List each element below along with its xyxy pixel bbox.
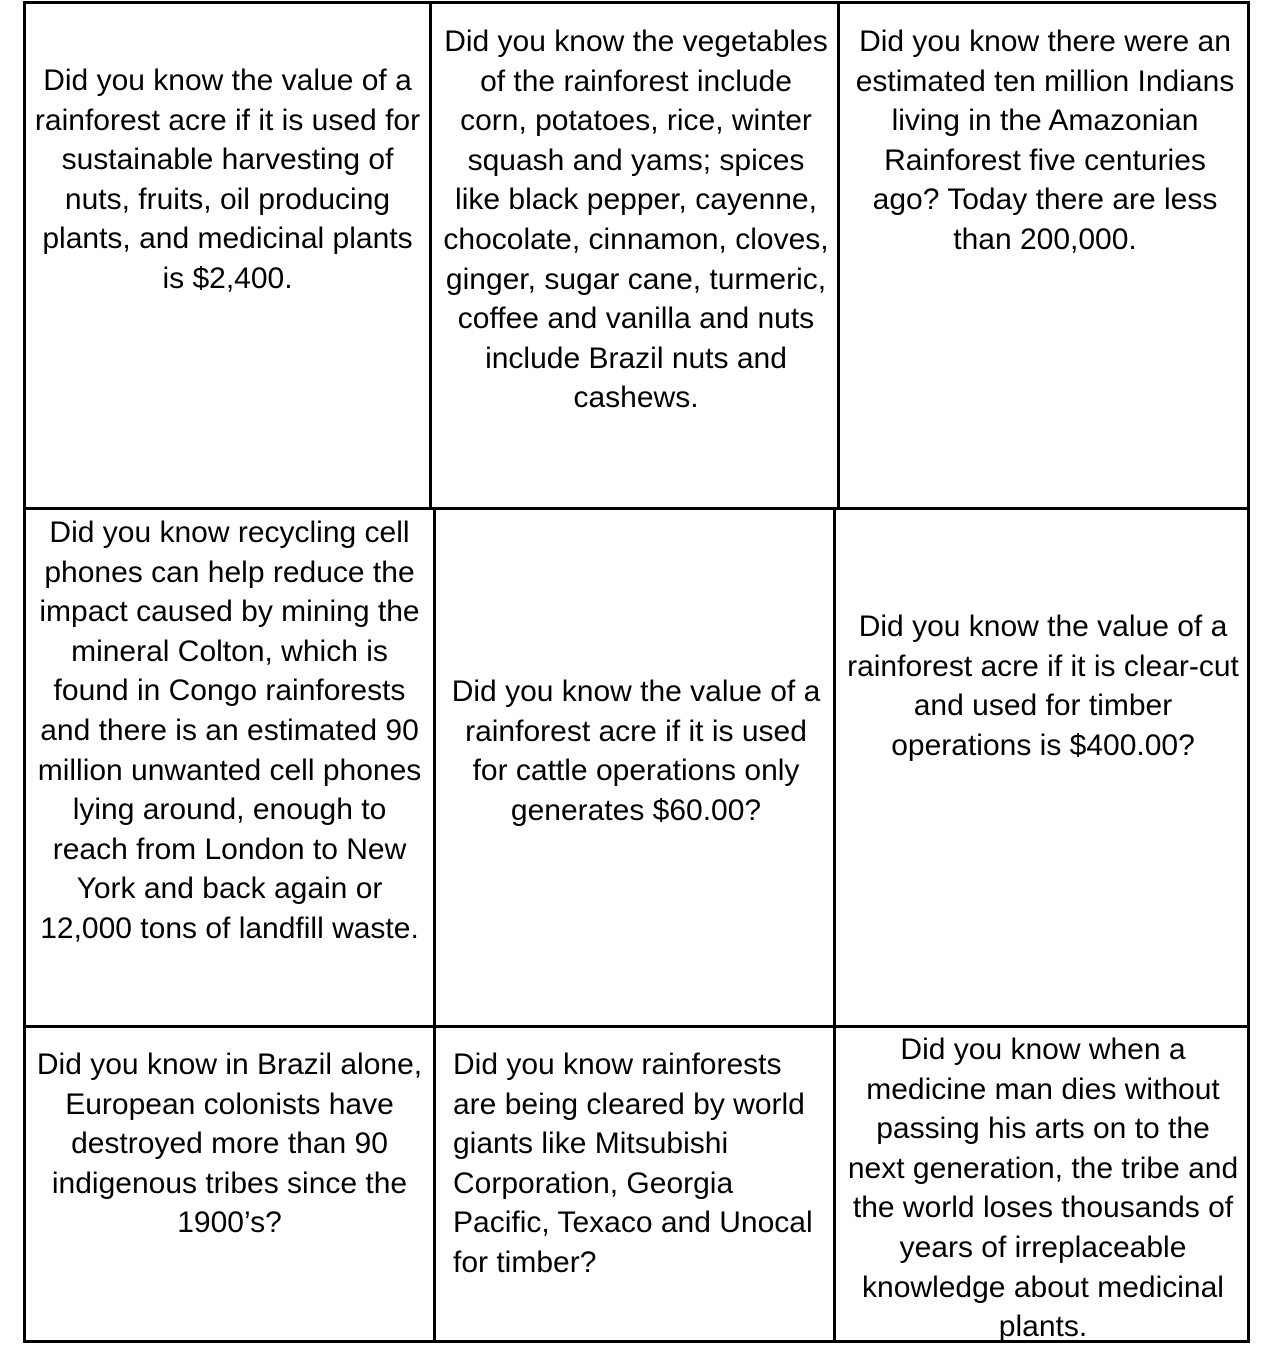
grid-row-3: [26, 1028, 1247, 1343]
fact-text: Did you know there were an estimated ten million Indians living in the Amazonian Rainforest five centuries ago? Today there are less than 200,000.: [855, 25, 1235, 256]
fact-card-rainforest-foods: [435, 4, 840, 507]
fact-card-corporate-clearing: [439, 1028, 836, 1343]
fact-card-timber-value: [839, 510, 1247, 1025]
grid-row-2: [26, 510, 1247, 1028]
fact-text: Did you know the value of a rainforest acre if it is used for sustainable harvesting of nuts, fruits, oil producing plants, and medicinal plants is $2,400.: [34, 64, 421, 295]
fact-card-sustainable-harvest-value: [26, 4, 432, 507]
fact-card-medicine-man: [839, 1028, 1247, 1343]
fact-card-grid: [23, 1, 1250, 1343]
fact-card-cell-phone-recycling: [26, 510, 436, 1025]
fact-card-destroyed-tribes: [26, 1028, 436, 1343]
fact-card-cattle-value: [439, 510, 836, 1025]
fact-text: Did you know recycling cell phones can help reduce the impact caused by mining the mineral Colton, which is found in Congo rainforests and there is an estimated 90 million unwanted cell phones lying around, enough to reach from London to New York and back again or 12,000 tons of landfill waste.: [37, 516, 422, 945]
fact-text: Did you know the value of a rainforest acre if it is clear-cut and used for timber operations is $400.00?: [847, 610, 1239, 762]
fact-text: Did you know in Brazil alone, European colonists have destroyed more than 90 indigenous tribes since the 1900’s?: [36, 1048, 423, 1240]
fact-text: Did you know the value of a rainforest acre if it is used for cattle operations only generates $60.00?: [451, 675, 821, 827]
fact-card-amazon-population: [843, 4, 1247, 507]
fact-text: Did you know rainforests are being cleared by world giants like Mitsubishi Corporation, Georgia Pacific, Texaco and Unocal for timber?: [453, 1048, 813, 1279]
fact-text: Did you know the vegetables of the rainforest include corn, potatoes, rice, winter squash and yams; spices like black pepper, cayenne, chocolate, cinnamon, cloves, ginger, sugar cane, turmeric, coffee and vanilla and nuts include Brazil nuts and cashews.: [443, 25, 829, 415]
grid-row-1: [26, 4, 1247, 510]
fact-text: Did you know when a medicine man dies without passing his arts on to the next generation, the tribe and the world loses thousands of years of irreplaceable knowledge about medicinal plants.: [847, 1033, 1239, 1344]
